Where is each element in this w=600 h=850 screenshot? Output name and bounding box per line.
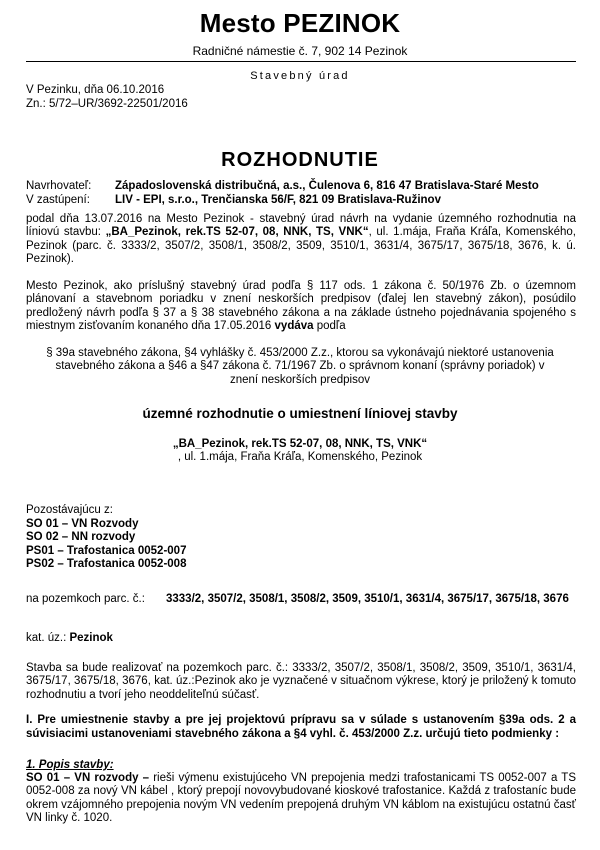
so01-lead: SO 01 – VN rozvody –: [26, 772, 150, 784]
project-block: [0, 438, 600, 465]
paragraph-application-parcels: , ul. 1.mája, Fraňa Kráľa, Komenského, Pezinok (parc. č. 3333/2, 3507/2, 3508/1, 3508/2, 3509, 3510/1, 3631/4, 3675/17, 3675/18, 3676, k. ú. Pezinok).: [26, 226, 576, 265]
so01-text: rieši výmenu existujúceho VN prepojenia medzi trafostanicami TS 0052-007 a TS 0052-008 za nový VN kábel , ktorý prepojí novovybudované kioskové trafostanice. Každá z trafostaníc bude okrem vzájomného prepojenia novým VN vedením prepojená druhým VN káblom na existujúcu ostatnú časť VN linky č. 1020.: [26, 772, 576, 824]
city-address: Radničné námestie č. 7, 902 14 Pezinok: [192, 44, 408, 58]
components-list: [26, 504, 186, 572]
header-divider: [26, 61, 576, 62]
project-name-inline: „BA_Pezinok, rek.TS 52-07, 08, NNK, TS, VNK“: [105, 226, 369, 239]
applicant-value: Západoslovenská distribučná, a.s., Čulenova 6, 816 47 Bratislava-Staré Mesto: [115, 180, 539, 192]
list-item: SO 01 – VN Rozvody: [26, 517, 139, 530]
paragraph-application: [26, 213, 576, 266]
paragraph-authority-text: Mesto Pezinok, ako príslušný stavebný úrad podľa § 117 ods. 1 zákona č. 50/1976 Zb. o územnom plánovaní a stavebnom poriadku v znení neskorších predpisov (ďalej len stavebný zákon), posúdilo predložený návrh podľa § 37 a § 38 stavebného zákona a na základe ústneho pojednávania spojeného s miestnym zisťovaním konaného dňa 17.05.2016: [26, 280, 576, 332]
parcels-value: 3333/2, 3507/2, 3508/1, 3508/2, 3509, 3510/1, 3631/4, 3675/17, 3675/18, 3676: [166, 593, 569, 605]
cadastral-area: [26, 631, 113, 645]
place-date: V Pezinku, dňa 06.10.2016: [26, 84, 165, 96]
document-heading: ROZHODNUTIE: [221, 149, 379, 171]
applicant-label: Navrhovateľ:: [26, 180, 92, 192]
list-item: SO 02 – NN rozvody: [26, 531, 136, 544]
paragraph-so01: [26, 772, 576, 825]
paragraph-realization: Stavba sa bude realizovať na pozemkoch parc. č.: 3333/2, 3507/2, 3508/1, 3508/2, 3509, 3510/1, 3631/4, 3675/17, 3675/18, 3676, kat. úz.:Pezinok ako je vyznačené v situačnom výkrese, ktorý je priložený k tomuto rozhodnutiu a tvorí jeho neoddeliteľnú súčasť.: [26, 662, 576, 701]
paragraph-application-text: podal dňa 13.07.2016 na Mesto Pezinok - stavebný úrad návrh na vydanie územného rozhodnutia na líniovú stavbu:: [26, 213, 576, 239]
project-name: „BA_Pezinok, rek.TS 52-07, 08, NNK, TS, VNK“: [172, 438, 428, 450]
list-item: PS01 – Trafostanica 0052-007: [26, 544, 187, 557]
parcels-label: na pozemkoch parc. č.:: [26, 593, 145, 605]
file-number: Zn.: 5/72–UR/3692-22501/2016: [26, 98, 188, 110]
paragraph-authority-tail: podľa: [313, 319, 346, 332]
cadastral-label: kat. úz.:: [26, 632, 70, 644]
section-description-title: 1. Popis stavby:: [26, 759, 114, 771]
cadastral-value: Pezinok: [69, 632, 113, 644]
representative-value: LIV - EPI, s.r.o., Trenčianska 56/F, 821 09 Bratislava-Ružinov: [115, 194, 441, 206]
section-conditions-title: I. Pre umiestnenie stavby a pre jej projektovú prípravu sa v súlade s ustanovením §39a ods. 2 a súvisiacimi ustanoveniami stavebného zákona a §4 vyhl. č. 453/2000 Z.z. určujú tieto podmienky :: [26, 714, 576, 740]
applicant-row: [26, 179, 539, 193]
issues-word: vydáva: [274, 319, 314, 332]
office-name: Stavebný úrad: [250, 70, 350, 82]
components-intro: Pozostávajúcu z:: [26, 504, 113, 516]
project-location: , ul. 1.mája, Fraňa Kráľa, Komenského, Pezinok: [177, 451, 423, 464]
paragraph-authority: [26, 280, 576, 333]
decision-title: územné rozhodnutie o umiestnení líniovej stavby: [142, 406, 458, 421]
city-title: Mesto PEZINOK: [199, 8, 401, 38]
list-item: PS02 – Trafostanica 0052-008: [26, 558, 187, 571]
representative-row: [26, 193, 441, 207]
representative-label: V zastúpení:: [26, 194, 90, 206]
legal-basis: § 39a stavebného zákona, §4 vyhlášky č. 453/2000 Z.z., ktorou sa vykonávajú niektoré ustanovenia stavebného zákona a §46 a §47 zákona č. 71/1967 Zb. o správnom konaní (správny poriadok) v znení neskorších predpisov: [46, 347, 554, 386]
